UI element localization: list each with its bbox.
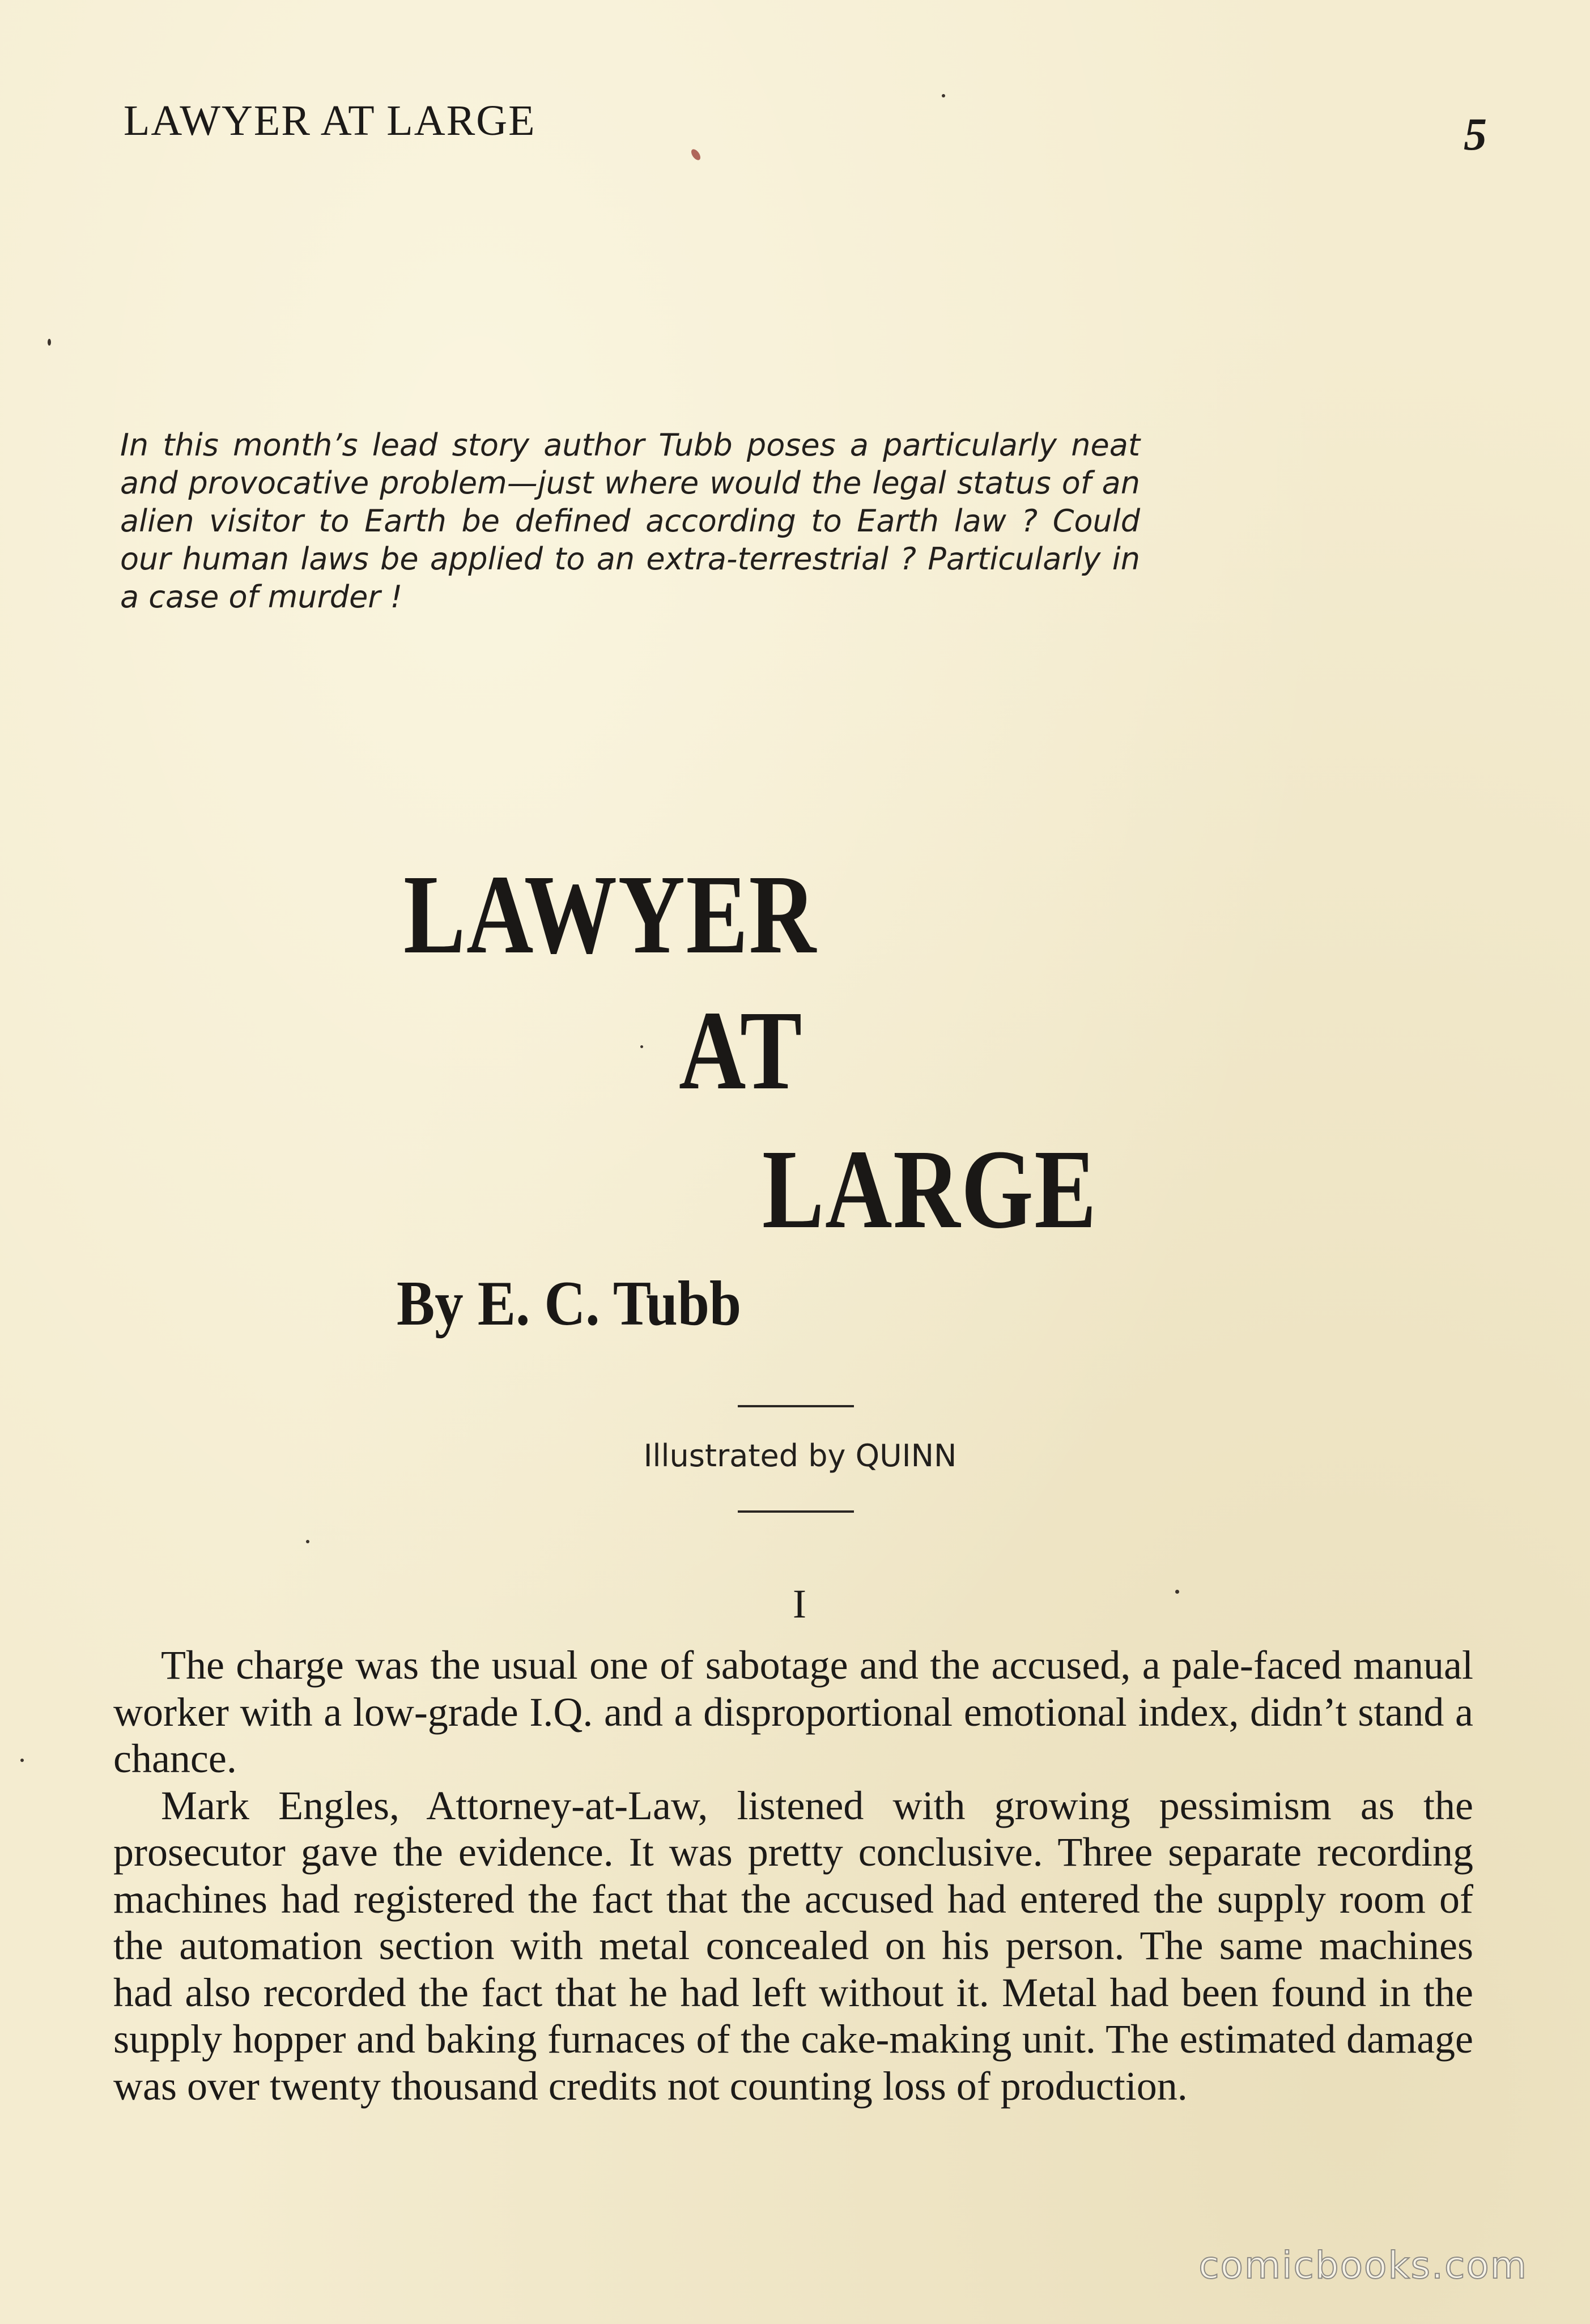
paper-speck [306,1540,309,1543]
page-number: 5 [1464,108,1487,160]
paper-speck [640,1045,643,1048]
story-title-line-2: AT [679,988,803,1113]
body-paragraph-2: Mark Engles, Attorney-at-Law, listened with growing pessimism as the prosecutor gave the evidence. It was pretty conclusive. Three separate recording machines had registered the fact that the accused had entered the supply room of the automation section with metal concealed on his person. The same machines had also recorded the fact that he had left without it. Metal had been found in the supply hopper and baking furnaces of the cake-making unit. The estimated damage was over twenty thousand credits not counting loss of production. [113,1782,1473,2109]
paper-speck [1175,1590,1179,1594]
body-paragraph-1: The charge was the usual one of sabotage and the accused, a pale-faced manual worker with a low-grade I.Q. and a disproportional emotional index, didn’t stand a chance. [113,1642,1473,1781]
paper-speck [690,148,702,162]
chapter-number [0,1581,1590,1628]
paper-speck [20,1759,24,1762]
divider-rule-top [738,1405,854,1407]
illustrator-credit [0,1438,1590,1474]
site-watermark: comicbooks.com [1198,2244,1528,2287]
illustrator-credit-text: Illustrated by QUINN [643,1438,957,1474]
running-head-title: LAWYER AT LARGE [124,97,536,144]
author-byline: By E. C. Tubb [397,1269,742,1339]
paper-speck [942,94,945,97]
story-body [113,1642,1473,2109]
divider-rule-bottom [738,1510,854,1513]
chapter-number-text: I [793,1581,806,1627]
story-title-line-3: LARGE [762,1127,1098,1252]
story-title-line-1: LAWYER [403,852,817,977]
paper-speck [48,339,51,346]
story-blurb: In this month’s lead story author Tubb poses a particularly neat and provocative problem—just where would the legal status of an alien visitor to Earth be defined according to Earth law ? Could our human laws be applied to an extra-terrestrial ? Particularly in a case of murder ! [120,427,1140,615]
